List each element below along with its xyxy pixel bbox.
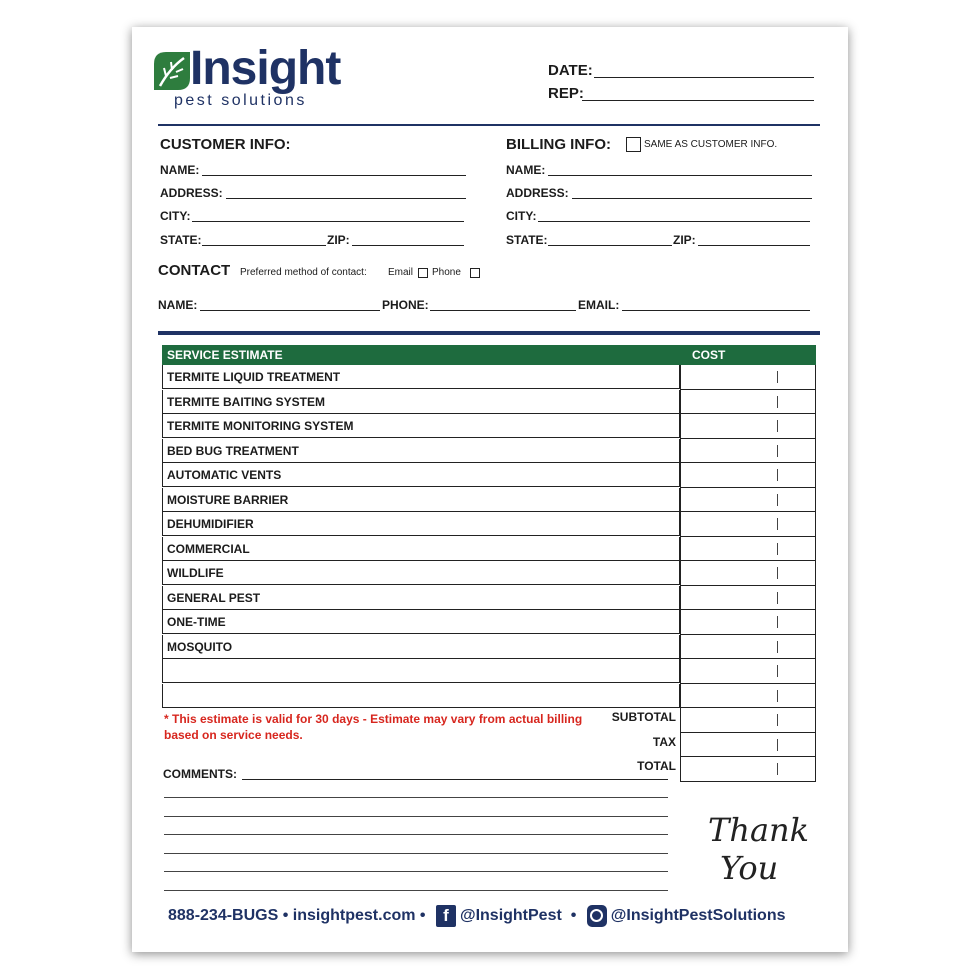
cents-divider [777,763,778,775]
comment-line[interactable] [164,834,668,835]
facebook-icon: f [436,905,456,927]
cost-cell[interactable] [680,610,816,635]
table-header [162,345,816,365]
cost-cell[interactable] [680,390,816,415]
billing-name-field[interactable] [548,175,812,176]
contact-email-field[interactable] [622,310,810,311]
brand-tagline: pest solutions [174,92,307,109]
rep-field[interactable] [582,100,814,101]
customer-zip-field[interactable] [352,245,464,246]
table-row [162,684,680,708]
service-item-label: GENERAL PEST [167,590,261,605]
customer-state-field[interactable] [202,245,326,246]
cost-cell[interactable] [680,684,816,709]
footer-website[interactable]: insightpest.com [292,907,416,925]
cents-divider [777,543,778,555]
contact-name-field[interactable] [200,310,380,311]
tax-cell[interactable] [680,733,816,758]
cost-cell[interactable] [680,659,816,684]
cents-divider [777,714,778,726]
leaf-logo-icon [152,50,192,92]
comments-label: COMMENTS: [163,767,237,781]
same-as-customer-label: SAME AS CUSTOMER INFO. [644,139,778,150]
customer-address-field[interactable] [226,198,466,199]
cents-divider [777,371,778,383]
customer-city-field[interactable] [192,221,464,222]
table-row [162,610,680,634]
comments-field[interactable] [242,779,668,780]
footer-phone: 888-234-BUGS [168,907,279,925]
date-field[interactable] [594,77,814,78]
phone-option-label: Phone [432,267,461,278]
customer-name-label: NAME: [160,163,200,177]
customer-address-label: ADDRESS: [160,186,223,200]
comment-line[interactable] [164,816,668,817]
cost-cell[interactable] [680,537,816,562]
billing-zip-field[interactable] [698,245,810,246]
estimate-form-sheet [132,27,848,952]
contact-phone-label: PHONE: [382,298,429,312]
table-row [162,414,680,438]
cents-divider [777,469,778,481]
customer-city-label: CITY: [160,209,191,223]
billing-city-label: CITY: [506,209,537,223]
cents-divider [777,445,778,457]
cost-cell[interactable] [680,439,816,464]
contact-email-label: EMAIL: [578,298,620,312]
cost-cell[interactable] [680,512,816,537]
customer-info-title: CUSTOMER INFO: [160,136,291,153]
table-row [162,488,680,512]
cost-cell[interactable] [680,488,816,513]
service-item-label: ONE-TIME [167,615,226,629]
same-as-customer-checkbox[interactable] [626,137,641,152]
service-item-label: MOSQUITO [167,639,233,654]
service-item-label: TERMITE MONITORING SYSTEM [167,419,354,433]
cents-divider [777,690,778,702]
table-row [162,390,680,414]
date-label: DATE: [548,62,593,79]
service-item-label: COMMERCIAL [167,541,250,556]
service-item-label: TERMITE BAITING SYSTEM [167,394,326,409]
preferred-contact-label: Preferred method of contact: [240,267,367,278]
table-row [162,439,680,463]
contact-divider [158,331,820,335]
billing-address-field[interactable] [572,198,812,199]
table-row [162,512,680,536]
footer: 888-234-BUGS • insightpest.com • f @InsightPest • @InsightPestSolutions [168,906,786,925]
cents-divider [777,567,778,579]
tax-label: TAX [652,735,676,749]
thank-you-line2: You [720,849,779,887]
cost-cell[interactable] [680,414,816,439]
billing-city-field[interactable] [538,221,810,222]
comment-line[interactable] [164,797,668,798]
cost-cell[interactable] [680,365,816,390]
brand-name: Insight [190,42,341,95]
estimate-validity-note: * This estimate is valid for 30 days - Estimate may vary from actual billing based on service needs. [164,712,583,742]
cents-divider [777,665,778,677]
subtotal-cell[interactable] [680,708,816,733]
rep-label: REP: [548,85,584,102]
footer-facebook[interactable]: @InsightPest [459,907,562,925]
table-row [162,659,680,683]
contact-name-label: NAME: [158,298,198,312]
cents-divider [777,518,778,530]
service-estimate-header: SERVICE ESTIMATE [167,348,283,362]
phone-option-checkbox[interactable] [470,268,480,278]
table-row [162,561,680,585]
service-item-label: WILDLIFE [167,566,224,580]
instagram-icon [587,905,607,927]
email-option-checkbox[interactable] [418,268,428,278]
cost-cell[interactable] [680,561,816,586]
table-row [162,586,680,610]
service-item-label: TERMITE LIQUID TREATMENT [167,370,341,384]
contact-title: CONTACT [158,262,231,279]
billing-name-label: NAME: [506,163,546,177]
cost-cell[interactable] [680,586,816,611]
cents-divider [777,494,778,506]
cents-divider [777,592,778,604]
footer-instagram[interactable]: @InsightPestSolutions [610,907,786,925]
total-label: TOTAL [637,759,676,773]
table-row [162,463,680,487]
table-row [162,635,680,659]
comment-line[interactable] [164,853,668,854]
service-item-label: BED BUG TREATMENT [167,443,299,458]
cost-cell[interactable] [680,463,816,488]
customer-zip-label: ZIP: [327,233,350,247]
cents-divider [777,616,778,628]
cents-divider [777,641,778,653]
customer-name-field[interactable] [202,175,466,176]
service-item-label: AUTOMATIC VENTS [167,468,282,482]
subtotal-label: SUBTOTAL [611,710,676,724]
billing-zip-label: ZIP: [673,233,696,247]
cents-divider [777,420,778,432]
billing-info-title: BILLING INFO: [506,136,611,153]
customer-state-label: STATE: [160,233,202,247]
comment-line[interactable] [164,871,668,872]
service-item-label: DEHUMIDIFIER [167,517,254,531]
cents-divider [777,739,778,751]
comment-line[interactable] [164,890,668,891]
billing-state-label: STATE: [506,233,548,247]
total-cell[interactable] [680,757,816,782]
service-item-label: MOISTURE BARRIER [167,492,289,507]
thank-you-line1: Thank [708,811,810,849]
table-row [162,537,680,561]
contact-phone-field[interactable] [430,310,576,311]
table-row [162,365,680,389]
email-option-label: Email [388,267,414,278]
billing-state-field[interactable] [548,245,672,246]
cost-header: COST [692,348,726,362]
header-divider [158,124,820,126]
cost-cell[interactable] [680,635,816,660]
billing-address-label: ADDRESS: [506,186,569,200]
cents-divider [777,396,778,408]
